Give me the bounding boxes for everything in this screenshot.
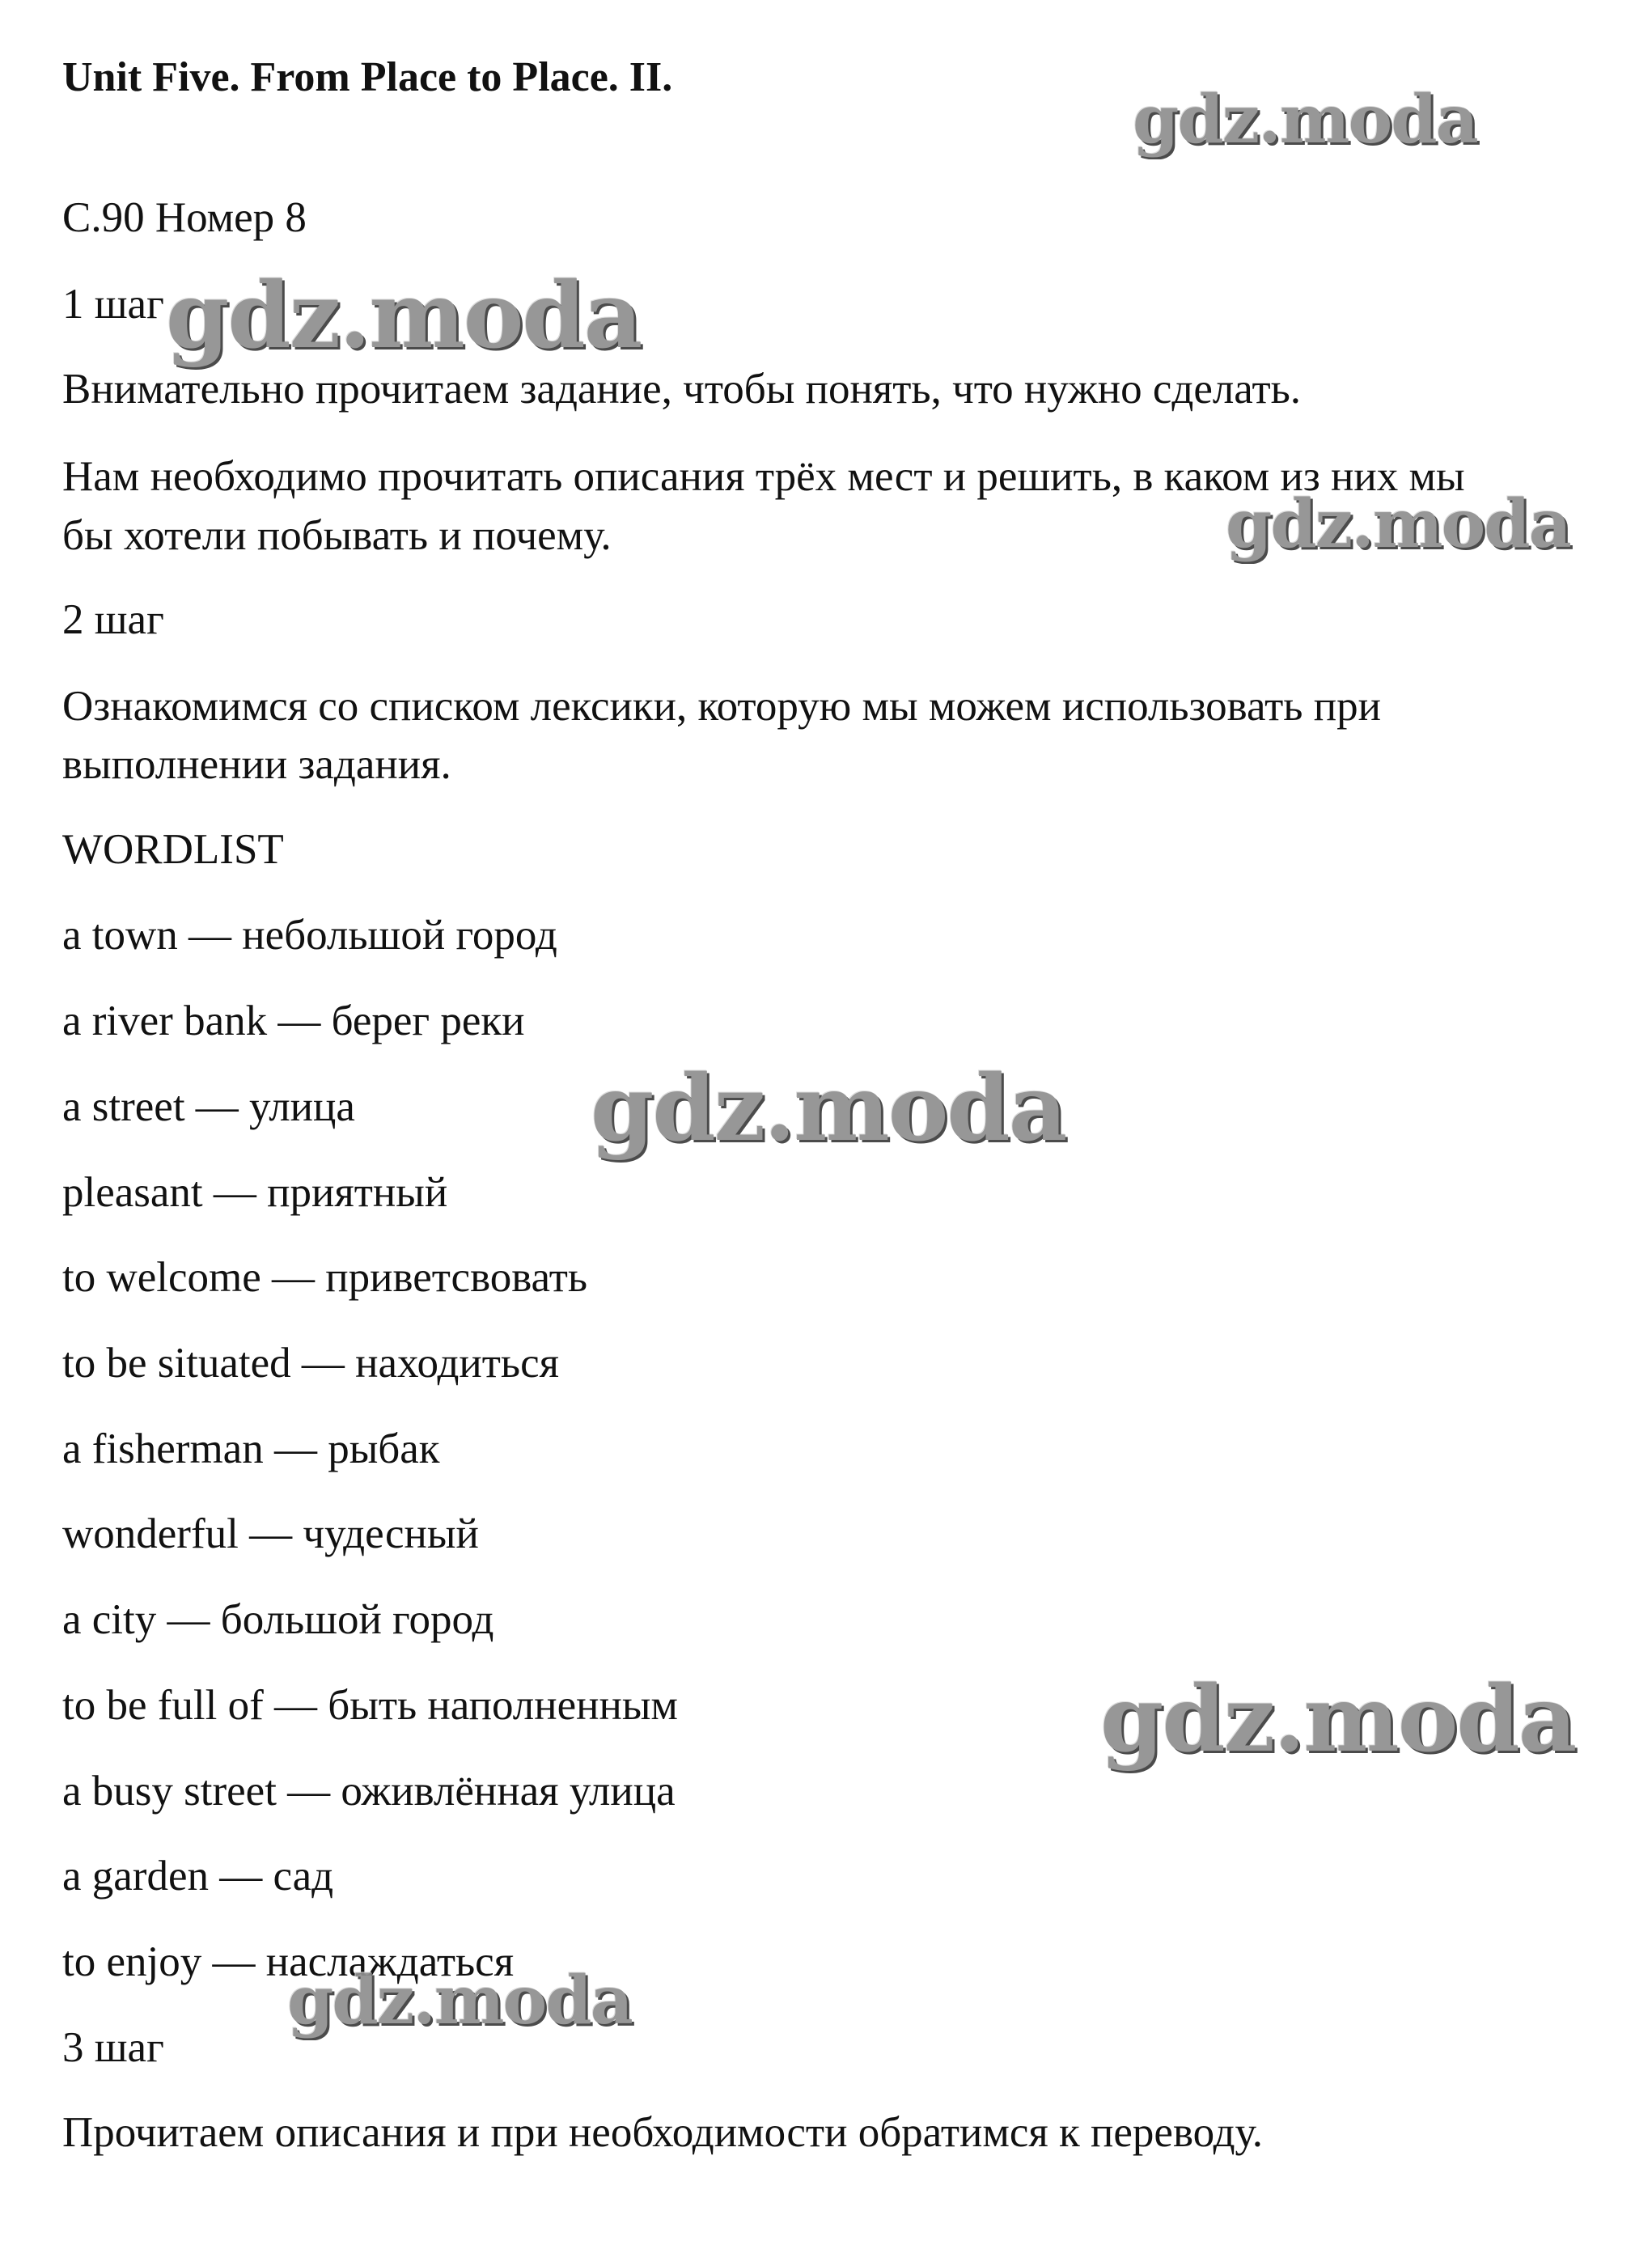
wordlist-item: a river bank — берег реки [62, 997, 525, 1044]
watermark: gdz.moda [287, 1962, 632, 2039]
document-title: Unit Five. From Place to Place. II. [62, 54, 673, 100]
step-1-text-line: бы хотели побывать и почему. [62, 512, 612, 559]
step-3-label: 3 шаг [62, 2024, 164, 2071]
wordlist-item: to be situated — находиться [62, 1340, 560, 1387]
step-2-label: 2 шаг [62, 596, 164, 643]
wordlist-item: a town — небольшой город [62, 912, 557, 959]
wordlist-item: a fisherman — рыбак [62, 1425, 440, 1472]
step-1-label: 1 шаг [62, 281, 164, 328]
wordlist-item: pleasant — приятный [62, 1169, 448, 1216]
wordlist-item: a street — улица [62, 1083, 355, 1130]
wordlist-item: to be full of — быть наполненным [62, 1682, 678, 1729]
step-3-text-line: Прочитаем описания и при необходимости обратимся к переводу. [62, 2109, 1263, 2156]
wordlist-item: to enjoy — наслаждаться [62, 1938, 515, 1985]
watermark: gdz.moda [166, 263, 642, 369]
wordlist-item: to welcome — приветсвовать [62, 1254, 588, 1301]
wordlist-item: wonderful — чудесный [62, 1510, 479, 1557]
watermark: gdz.moda [1133, 81, 1477, 159]
wordlist-item: a busy street — оживлённая улица [62, 1768, 676, 1815]
watermark: gdz.moda [1100, 1667, 1576, 1773]
watermark: gdz.moda [1226, 485, 1570, 563]
wordlist-item: a garden — сад [62, 1853, 334, 1900]
wordlist-heading: WORDLIST [62, 826, 284, 873]
step-1-text-line: Нам необходимо прочитать описания трёх мест и решить, в каком из них мы [62, 453, 1465, 500]
page-reference: С.90 Номер 8 [62, 194, 307, 241]
step-1-text-line: Внимательно прочитаем задание, чтобы понять, что нужно сделать. [62, 366, 1302, 413]
watermark: gdz.moda [591, 1056, 1066, 1162]
step-2-text-line: выполнении задания. [62, 741, 451, 788]
wordlist-item: a city — большой город [62, 1596, 494, 1643]
step-2-text-line: Ознакомимся со списком лексики, которую мы можем использовать при [62, 683, 1381, 730]
